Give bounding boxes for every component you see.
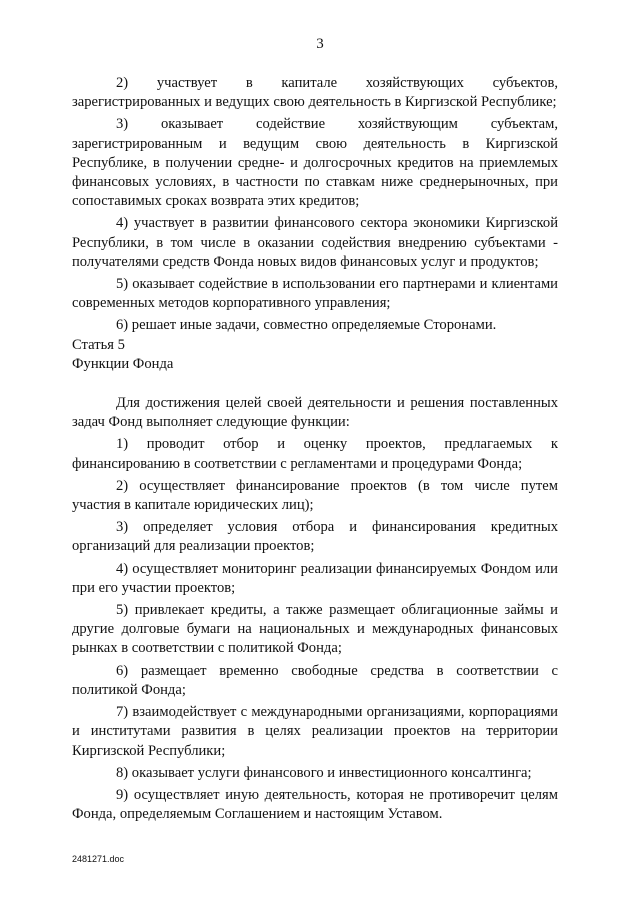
task-item-5: 5) оказывает содействие в использовании его партнерами и клиентами современных методов корпоративного управления;: [72, 276, 558, 312]
task-item-3: 3) оказывает содействие хозяйствующим субъектам, зарегистрированным и ведущим свою деятельность в Киргизской Республике, в получении средне- и долгосрочных кредитов на приемлемых финансовых условиях, в частности по ставкам ниже среднерыночных, при сопоставимых сроках возврата этих кредитов;: [72, 116, 558, 210]
function-item-4: 4) осуществляет мониторинг реализации финансируемых Фондом или при его участии проектов;: [72, 560, 558, 596]
article-intro: Для достижения целей своей деятельности и решения поставленных задач Фонд выполняет следующие функции:: [72, 395, 558, 431]
article-title: Функции Фонда: [72, 355, 174, 372]
task-item-6: 6) решает иные задачи, совместно определяемые Сторонами.: [116, 317, 497, 334]
task-item-4: 4) участвует в развитии финансового сектора экономики Киргизской Республики, в том числе в оказании содействия внедрению субъектами - получателями средств Фонда новых видов финансовых услуг и продуктов;: [72, 215, 558, 270]
task-item-2: 2) участвует в капитале хозяйствующих субъектов, зарегистрированных и ведущих свою деятельность в Киргизской Республике;: [72, 75, 558, 111]
footer-file-name: 2481271.doc: [72, 854, 125, 864]
function-item-6: 6) размещает временно свободные средства в соответствии с политикой Фонда;: [72, 662, 558, 698]
function-item-5: 5) привлекает кредиты, а также размещает облигационные займы и другие долговые бумаги на национальных и международных финансовых рынках в соответствии с политикой Фонда;: [72, 602, 558, 657]
document-body: [72, 74, 558, 824]
function-item-2: 2) осуществляет финансирование проектов (в том числе путем участия в капитале юридических лиц);: [72, 477, 558, 514]
article-number: Статья 5: [72, 336, 125, 353]
function-item-8: 8) оказывает услуги финансового и инвестиционного консалтинга;: [116, 764, 532, 781]
function-item-9: 9) осуществляет иную деятельность, которая не противоречит целям Фонда, определяемым Соглашением и настоящим Уставом.: [72, 786, 558, 823]
function-item-1: 1) проводит отбор и оценку проектов, предлагаемых к финансированию в соответствии с регламентами и процедурами Фонда;: [72, 436, 558, 472]
function-item-3: 3) определяет условия отбора и финансирования кредитных организаций для реализации проектов;: [72, 519, 558, 555]
page-number: 3: [316, 36, 324, 52]
function-item-7: 7) взаимодействует с международными организациями, корпорациями и институтами развития в целях реализации проектов на территории Киргизской Республики;: [72, 704, 558, 759]
